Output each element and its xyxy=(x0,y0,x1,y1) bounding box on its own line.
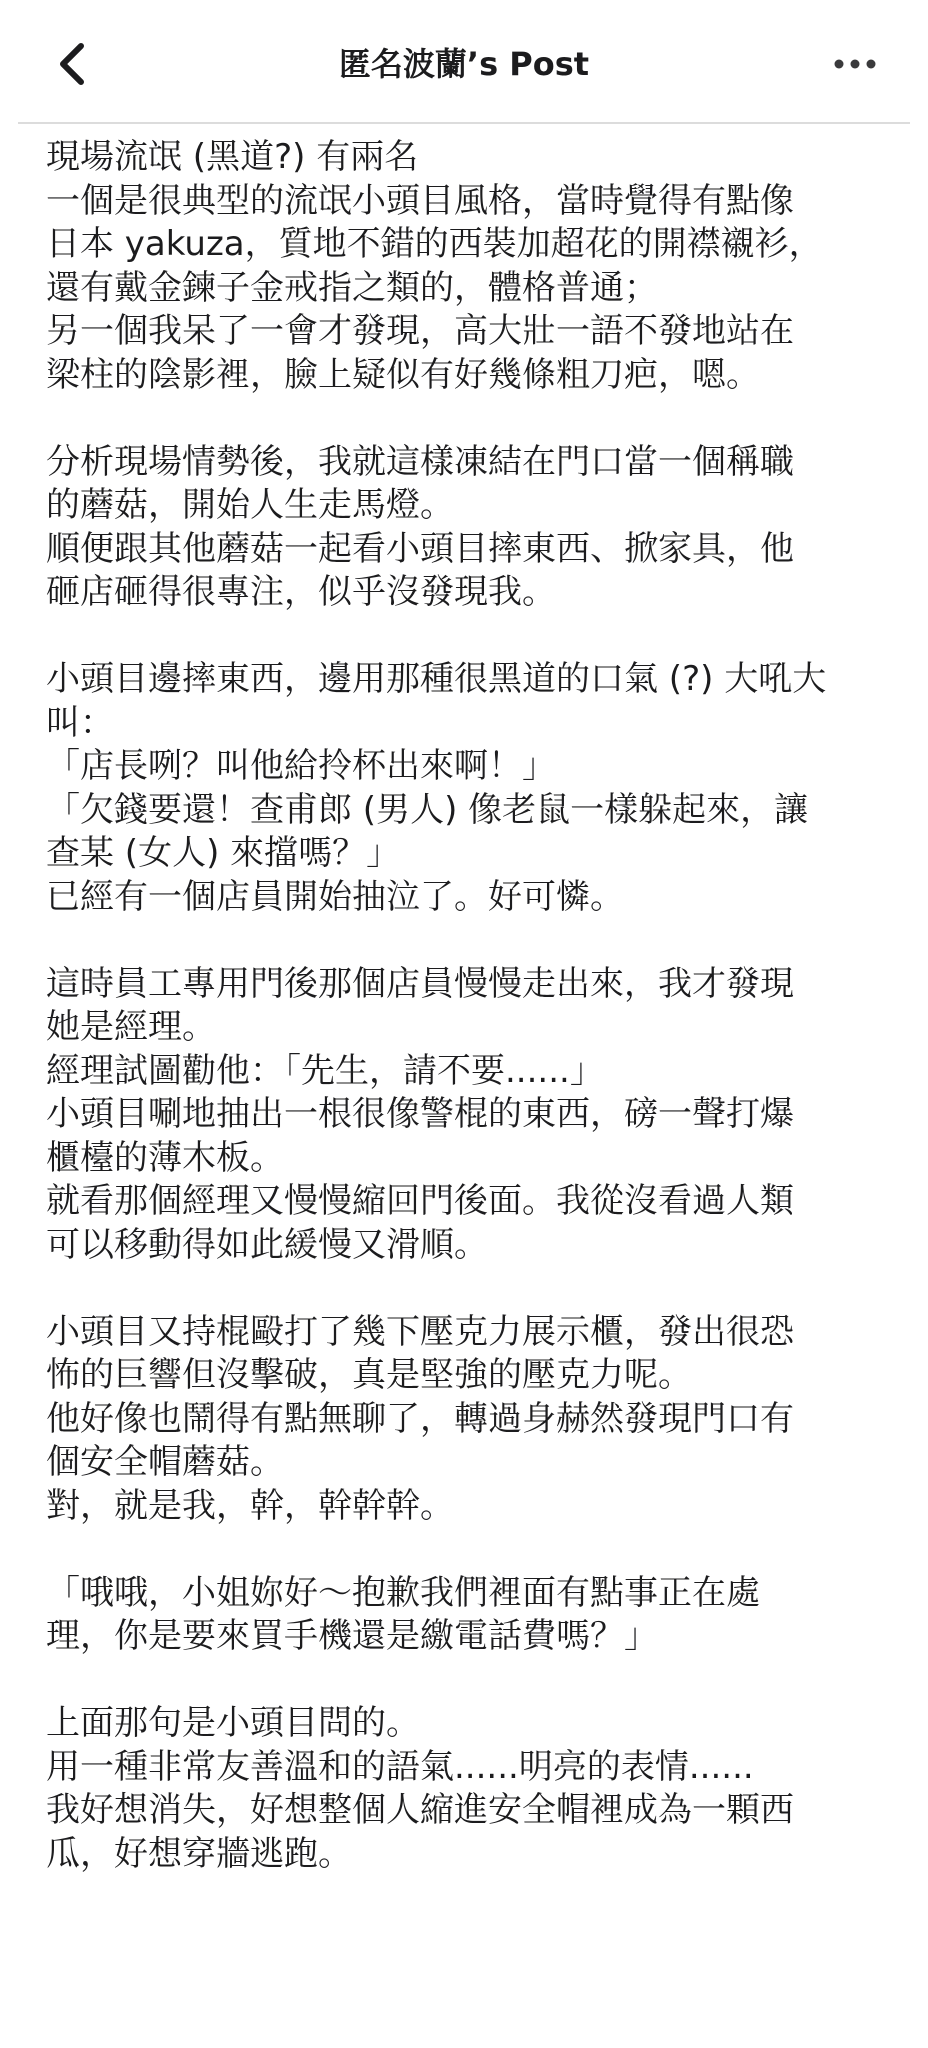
post-text-line: 上面那句是小頭目問的。 xyxy=(46,1703,420,1743)
post-text-line: 已經有一個店員開始抽泣了。好可憐。 xyxy=(46,876,624,917)
post-text-line: 小頭目又持棍毆打了幾下壓克力展示櫃，發出很恐 xyxy=(46,1311,794,1352)
post-text-line: 瓜，好想穿牆逃跑。 xyxy=(46,1833,352,1874)
post-text-line: 梁柱的陰影裡，臉上疑似有好幾條粗刀疤，嗯。 xyxy=(46,354,760,395)
post-text-line: 怖的巨響但沒擊破，真是堅強的壓克力呢。 xyxy=(46,1355,692,1395)
more-horizontal-icon xyxy=(833,58,877,70)
post-text-line: 查某 (女人) 來擋嗎？」 xyxy=(46,833,401,873)
post-text-line: 就看那個經理又慢慢縮回門後面。我從沒看過人類 xyxy=(46,1181,794,1221)
post-text-line: 順便跟其他蘑菇一起看小頭目摔東西、掀家具，他 xyxy=(46,528,794,569)
paragraph-gap xyxy=(46,615,896,659)
paragraph-gap xyxy=(46,1528,896,1572)
post-body xyxy=(46,136,896,1876)
post-text-line: 的蘑菇，開始人生走馬燈。 xyxy=(46,485,454,525)
post-text-line: 小頭目唰地抽出一根很像警棍的東西，磅一聲打爆 xyxy=(46,1094,794,1134)
more-options-button[interactable] xyxy=(828,42,882,86)
post-text-line: 她是經理。 xyxy=(46,1007,216,1047)
post-text-line: 個安全帽蘑菇。 xyxy=(46,1442,284,1482)
post-text-line: 「店長咧？叫他給拎杯出來啊！」 xyxy=(46,746,556,786)
paragraph-gap xyxy=(46,1659,896,1703)
post-text-line: 日本 yakuza，質地不錯的西裝加超花的開襟襯衫， xyxy=(46,224,823,264)
post-text-line: 對，就是我，幹，幹幹幹。 xyxy=(46,1485,454,1526)
paragraph-gap xyxy=(46,397,896,441)
header-divider xyxy=(18,122,910,124)
post-text-line: 可以移動得如此緩慢又滑順。 xyxy=(46,1224,488,1265)
post-text-line: 砸店砸得很專注，似乎沒發現我。 xyxy=(46,572,556,612)
post-text-line: 這時員工專用門後那個店員慢慢走出來，我才發現 xyxy=(46,963,794,1004)
post-text-line: 理，你是要來買手機還是繳電話費嗎？」 xyxy=(46,1616,658,1656)
post-text-line: 「欠錢要還！查甫郎 (男人) 像老鼠一樣躲起來，讓 xyxy=(46,789,809,830)
post-text-line: 現場流氓 (黑道?) 有兩名 xyxy=(46,137,419,177)
post-text-line: 還有戴金鍊子金戒指之類的，體格普通； xyxy=(46,267,658,308)
post-text-line: 另一個我呆了一會才發現，高大壯一語不發地站在 xyxy=(46,311,794,351)
page-title: 匿名波蘭’s Post xyxy=(338,45,590,83)
post-text-line: 小頭目邊摔東西，邊用那種很黑道的口氣 (?) 大吼大 xyxy=(46,659,827,699)
post-text-line: 他好像也鬧得有點無聊了，轉過身赫然發現門口有 xyxy=(46,1398,794,1439)
post-text-line: 分析現場情勢後，我就這樣凍結在門口當一個稱職 xyxy=(46,441,794,482)
post-text-line: 櫃檯的薄木板。 xyxy=(46,1137,284,1178)
paragraph-gap xyxy=(46,1267,896,1311)
post-text-line: 用一種非常友善溫和的語氣......明亮的表情...... xyxy=(46,1746,754,1787)
post-text-line: 叫： xyxy=(46,702,114,743)
post-text-line: 一個是很典型的流氓小頭目風格，當時覺得有點像 xyxy=(46,180,794,221)
post-text-line: 我好想消失，好想整個人縮進安全帽裡成為一顆西 xyxy=(46,1790,794,1830)
top-bar xyxy=(0,0,928,122)
paragraph-gap xyxy=(46,919,896,963)
post-text-line: 「哦哦，小姐妳好～抱歉我們裡面有點事正在處 xyxy=(46,1572,760,1613)
post-text-line: 經理試圖勸他：「先生，請不要......」 xyxy=(46,1050,604,1091)
